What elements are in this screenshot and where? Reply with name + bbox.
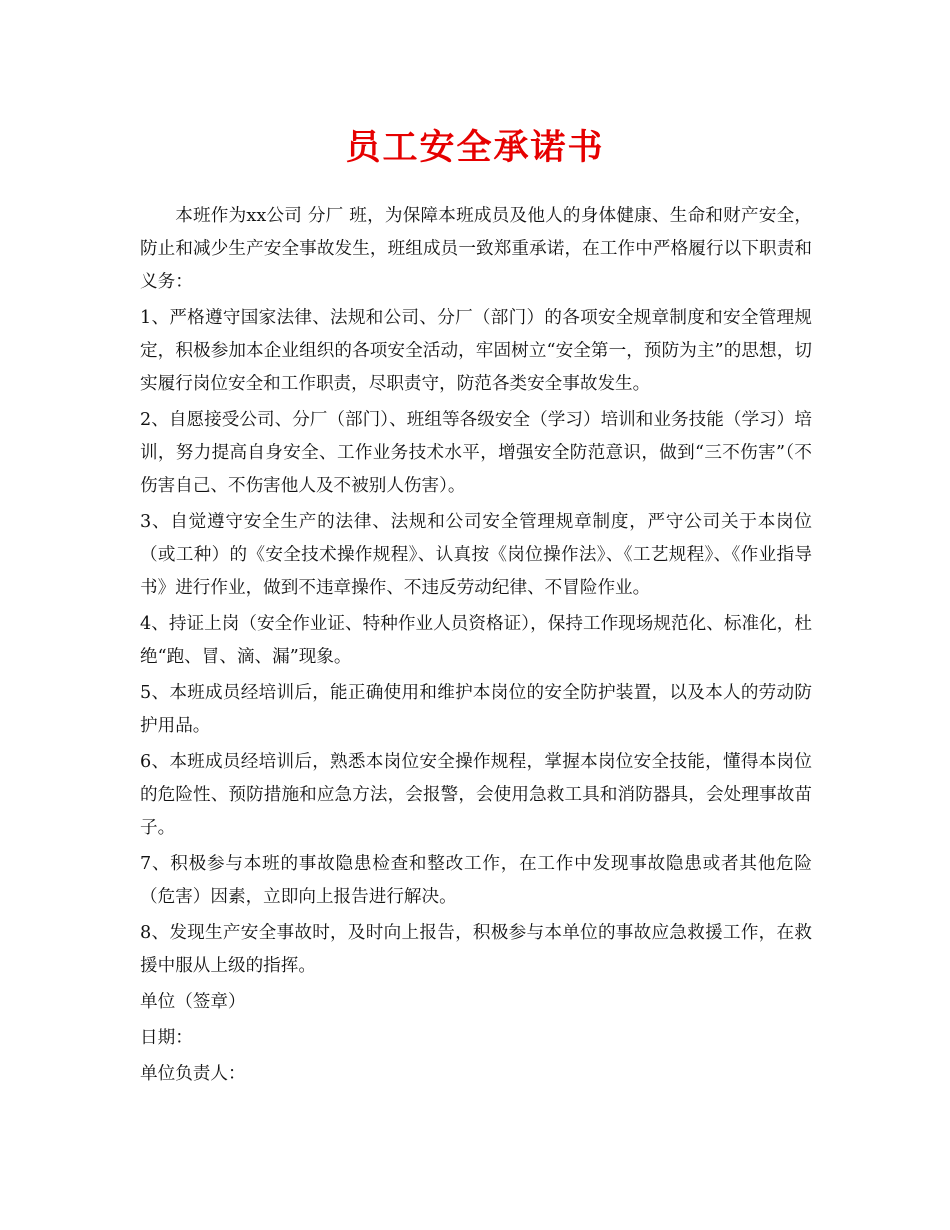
unit-seal-label: 单位（签章） — [140, 992, 246, 1012]
commitment-item-4: 4、持证上岗（安全作业证、特种作业人员资格证），保持工作现场规范化、标准化，杜绝“跑、冒、滴、漏”现象。 — [140, 614, 812, 667]
document-title: 员工安全承诺书 — [345, 127, 605, 168]
unit-leader-label: 单位负责人： — [140, 1064, 246, 1084]
date-label: 日期： — [140, 1028, 193, 1048]
intro-paragraph: 本班作为xx公司 分厂 班，为保障本班成员及他人的身体健康、生命和财产安全，防止和减少生产安全事故发生，班组成员一致郑重承诺，在工作中严格履行以下职责和义务： — [140, 206, 812, 292]
commitment-item-3: 3、自觉遵守安全生产的法律、法规和公司安全管理规章制度，严守公司关于本岗位（或工种）的《安全技术操作规程》、认真按《岗位操作法》、《工艺规程》、《作业指导书》进行作业，做到不违章操作、不违反劳动纪律、不冒险作业。 — [140, 512, 812, 598]
commitment-item-5: 5、本班成员经培训后，能正确使用和维护本岗位的安全防护装置，以及本人的劳动防护用品。 — [140, 683, 812, 736]
commitment-item-2: 2、自愿接受公司、分厂（部门）、班组等各级安全（学习）培训和业务技能（学习）培训，努力提高自身安全、工作业务技术水平，增强安全防范意识，做到“三不伤害”（不伤害自己、不伤害他人及不被别人伤害）。 — [140, 410, 812, 496]
commitment-item-7: 7、积极参与本班的事故隐患检查和整改工作，在工作中发现事故隐患或者其他危险（危害）因素，立即向上报告进行解决。 — [140, 854, 812, 907]
commitment-item-1: 1、严格遵守国家法律、法规和公司、分厂（部门）的各项安全规章制度和安全管理规定，积极参加本企业组织的各项安全活动，牢固树立“安全第一，预防为主”的思想，切实履行岗位安全和工作职责，尽职责守，防范各类安全事故发生。 — [140, 308, 812, 394]
commitment-item-8: 8、发现生产安全事故时，及时向上报告，积极参与本单位的事故应急救援工作，在救援中服从上级的指挥。 — [140, 923, 812, 976]
document-body — [140, 200, 812, 1091]
commitment-item-6: 6、本班成员经培训后，熟悉本岗位安全操作规程，掌握本岗位安全技能，懂得本岗位的危险性、预防措施和应急方法，会报警，会使用急救工具和消防器具，会处理事故苗子。 — [140, 752, 812, 838]
